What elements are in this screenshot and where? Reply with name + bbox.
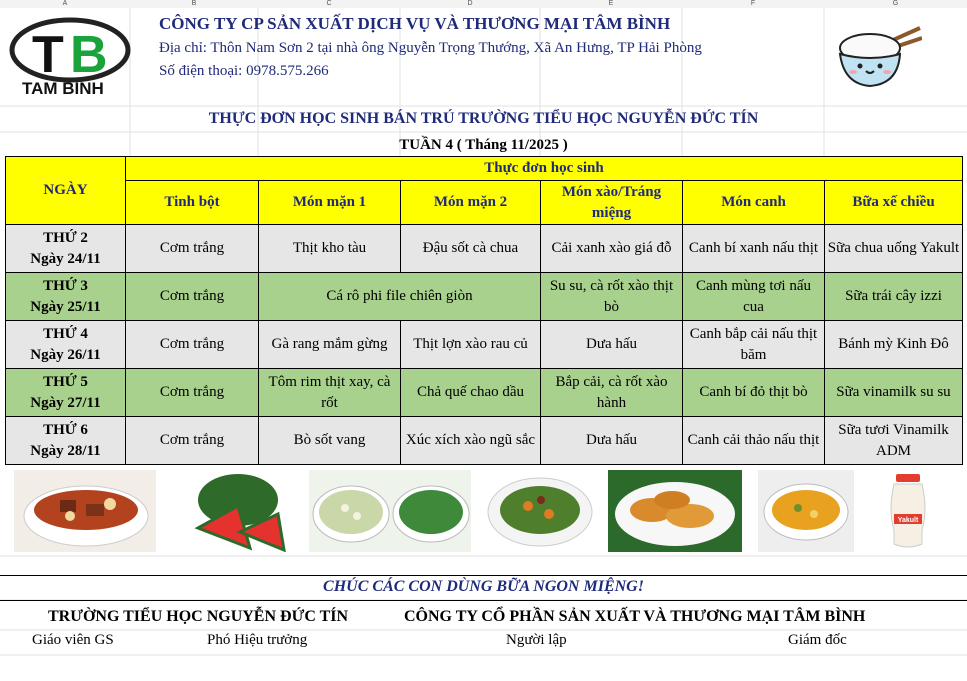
menu-cell[interactable]: Sữa chua uống Yakult: [825, 225, 963, 273]
photo-fried-fish: [608, 470, 742, 552]
day-cell[interactable]: [6, 225, 126, 273]
school-name: TRƯỜNG TIỂU HỌC NGUYỄN ĐỨC TÍN: [48, 608, 349, 625]
menu-cell[interactable]: Cơm trắng: [126, 417, 259, 465]
photo-vegetable-soup: [309, 470, 471, 552]
column-header-a[interactable]: A: [0, 0, 131, 8]
column-header-c[interactable]: C: [258, 0, 401, 8]
company-phone: Số điện thoại: 0978.575.266: [159, 63, 329, 79]
group-header: Thực đơn học sinh: [126, 157, 963, 181]
menu-cell[interactable]: Canh bí xanh nấu thịt: [683, 225, 825, 273]
day-date: Ngày 24/11: [30, 250, 101, 267]
header-mon-canh: Món canh: [683, 181, 825, 225]
column-header-f[interactable]: F: [682, 0, 825, 8]
photo-pumpkin-soup: [758, 470, 854, 552]
menu-cell[interactable]: Sữa tươi Vinamilk ADM: [825, 417, 963, 465]
header-mon-xao: Món xào/Tráng miệng: [541, 181, 683, 225]
menu-cell[interactable]: Sữa vinamilk su su: [825, 369, 963, 417]
menu-cell[interactable]: Cơm trắng: [126, 225, 259, 273]
menu-cell[interactable]: Xúc xích xào ngũ sắc: [401, 417, 541, 465]
column-header-e[interactable]: E: [540, 0, 683, 8]
menu-cell[interactable]: Dưa hấu: [541, 321, 683, 369]
day-name: THỨ 5: [43, 373, 88, 390]
day-cell[interactable]: [6, 273, 126, 321]
closing-wish: CHÚC CÁC CON DÙNG BỮA NGON MIỆNG!: [323, 578, 644, 595]
day-cell[interactable]: [6, 321, 126, 369]
menu-cell[interactable]: Bánh mỳ Kinh Đô: [825, 321, 963, 369]
day-date: Ngày 28/11: [30, 442, 101, 459]
day-name: THỨ 6: [43, 421, 88, 438]
table-row: [6, 369, 963, 417]
day-name: THỨ 3: [43, 277, 88, 294]
menu-cell[interactable]: Bò sốt vang: [259, 417, 401, 465]
menu-table: [5, 156, 963, 465]
menu-title: THỰC ĐƠN HỌC SINH BÁN TRÚ TRƯỜNG TIỂU HỌC NGUYỄN ĐỨC TÍN: [208, 110, 759, 127]
menu-cell[interactable]: Canh mùng tơi nấu cua: [683, 273, 825, 321]
day-cell[interactable]: [6, 417, 126, 465]
menu-week: TUẦN 4 ( Tháng 11/2025 ): [399, 137, 568, 153]
day-date: Ngày 26/11: [30, 346, 101, 363]
day-header: NGÀY: [6, 157, 126, 225]
divider: [0, 575, 967, 576]
signature-director: Giám đốc: [788, 632, 847, 648]
day-name: THỨ 2: [43, 229, 88, 246]
day-name: THỨ 4: [43, 325, 88, 342]
menu-cell[interactable]: Canh bí đỏ thịt bò: [683, 369, 825, 417]
company-logo: [8, 14, 136, 98]
menu-cell-merged[interactable]: Cá rô phi file chiên giòn: [259, 273, 541, 321]
header-tinh-bot: Tinh bột: [126, 181, 259, 225]
table-row: [6, 417, 963, 465]
column-header-d[interactable]: D: [400, 0, 541, 8]
signature-teacher: Giáo viên GS: [32, 632, 114, 648]
company-name: CÔNG TY CP SẢN XUẤT DỊCH VỤ VÀ THƯƠNG MẠI TÂM BÌNH: [159, 14, 671, 33]
menu-cell[interactable]: Su su, cà rốt xào thịt bò: [541, 273, 683, 321]
menu-cell[interactable]: Chả quế chao dầu: [401, 369, 541, 417]
menu-cell[interactable]: Tôm rim thịt xay, cà rốt: [259, 369, 401, 417]
menu-cell[interactable]: Gà rang mắm gừng: [259, 321, 401, 369]
day-date: Ngày 27/11: [30, 394, 101, 411]
menu-cell[interactable]: Canh cải thảo nấu thịt: [683, 417, 825, 465]
column-header-b[interactable]: B: [130, 0, 259, 8]
menu-cell[interactable]: Thịt lợn xào rau củ: [401, 321, 541, 369]
signature-maker: Người lập: [506, 632, 567, 648]
photo-yakult-bottle: [880, 470, 936, 552]
menu-cell[interactable]: Sữa trái cây izzi: [825, 273, 963, 321]
table-row: [6, 273, 963, 321]
table-row: [6, 321, 963, 369]
photo-stir-fry: [483, 470, 598, 552]
logo-letter-t: T: [32, 26, 64, 84]
menu-cell[interactable]: Dưa hấu: [541, 417, 683, 465]
menu-cell[interactable]: Cơm trắng: [126, 369, 259, 417]
menu-cell[interactable]: Cải xanh xào giá đỗ: [541, 225, 683, 273]
header-bua-xe-chieu: Bữa xế chiều: [825, 181, 963, 225]
signature-vice-principal: Phó Hiệu trưởng: [207, 632, 308, 648]
menu-cell[interactable]: Bắp cải, cà rốt xào hành: [541, 369, 683, 417]
menu-cell[interactable]: Thịt kho tàu: [259, 225, 401, 273]
yakult-label: Yakult: [897, 517, 919, 524]
divider: [0, 600, 967, 601]
photo-watermelon: [188, 470, 290, 552]
menu-cell[interactable]: Cơm trắng: [126, 321, 259, 369]
menu-cell[interactable]: Canh bắp cải nấu thịt băm: [683, 321, 825, 369]
column-header-g[interactable]: G: [824, 0, 967, 8]
logo-letter-b: B: [70, 26, 108, 84]
company-full-name: CÔNG TY CỔ PHẦN SẢN XUẤT VÀ THƯƠNG MẠI TÂM BÌNH: [404, 608, 866, 625]
logo-text: TAM BINH: [22, 79, 104, 98]
menu-cell[interactable]: Cơm trắng: [126, 273, 259, 321]
company-address: Địa chỉ: Thôn Nam Sơn 2 tại nhà ông Nguyễn Trọng Thướng, Xã An Hưng, TP Hải Phòng: [159, 40, 702, 56]
day-date: Ngày 25/11: [30, 298, 101, 315]
photo-braised-pork: [14, 470, 156, 552]
table-row: [6, 225, 963, 273]
header-mon-man-1: Món mặn 1: [259, 181, 401, 225]
header-mon-man-2: Món mặn 2: [401, 181, 541, 225]
rice-bowl-icon: [836, 22, 922, 94]
day-cell[interactable]: [6, 369, 126, 417]
menu-cell[interactable]: Đậu sốt cà chua: [401, 225, 541, 273]
